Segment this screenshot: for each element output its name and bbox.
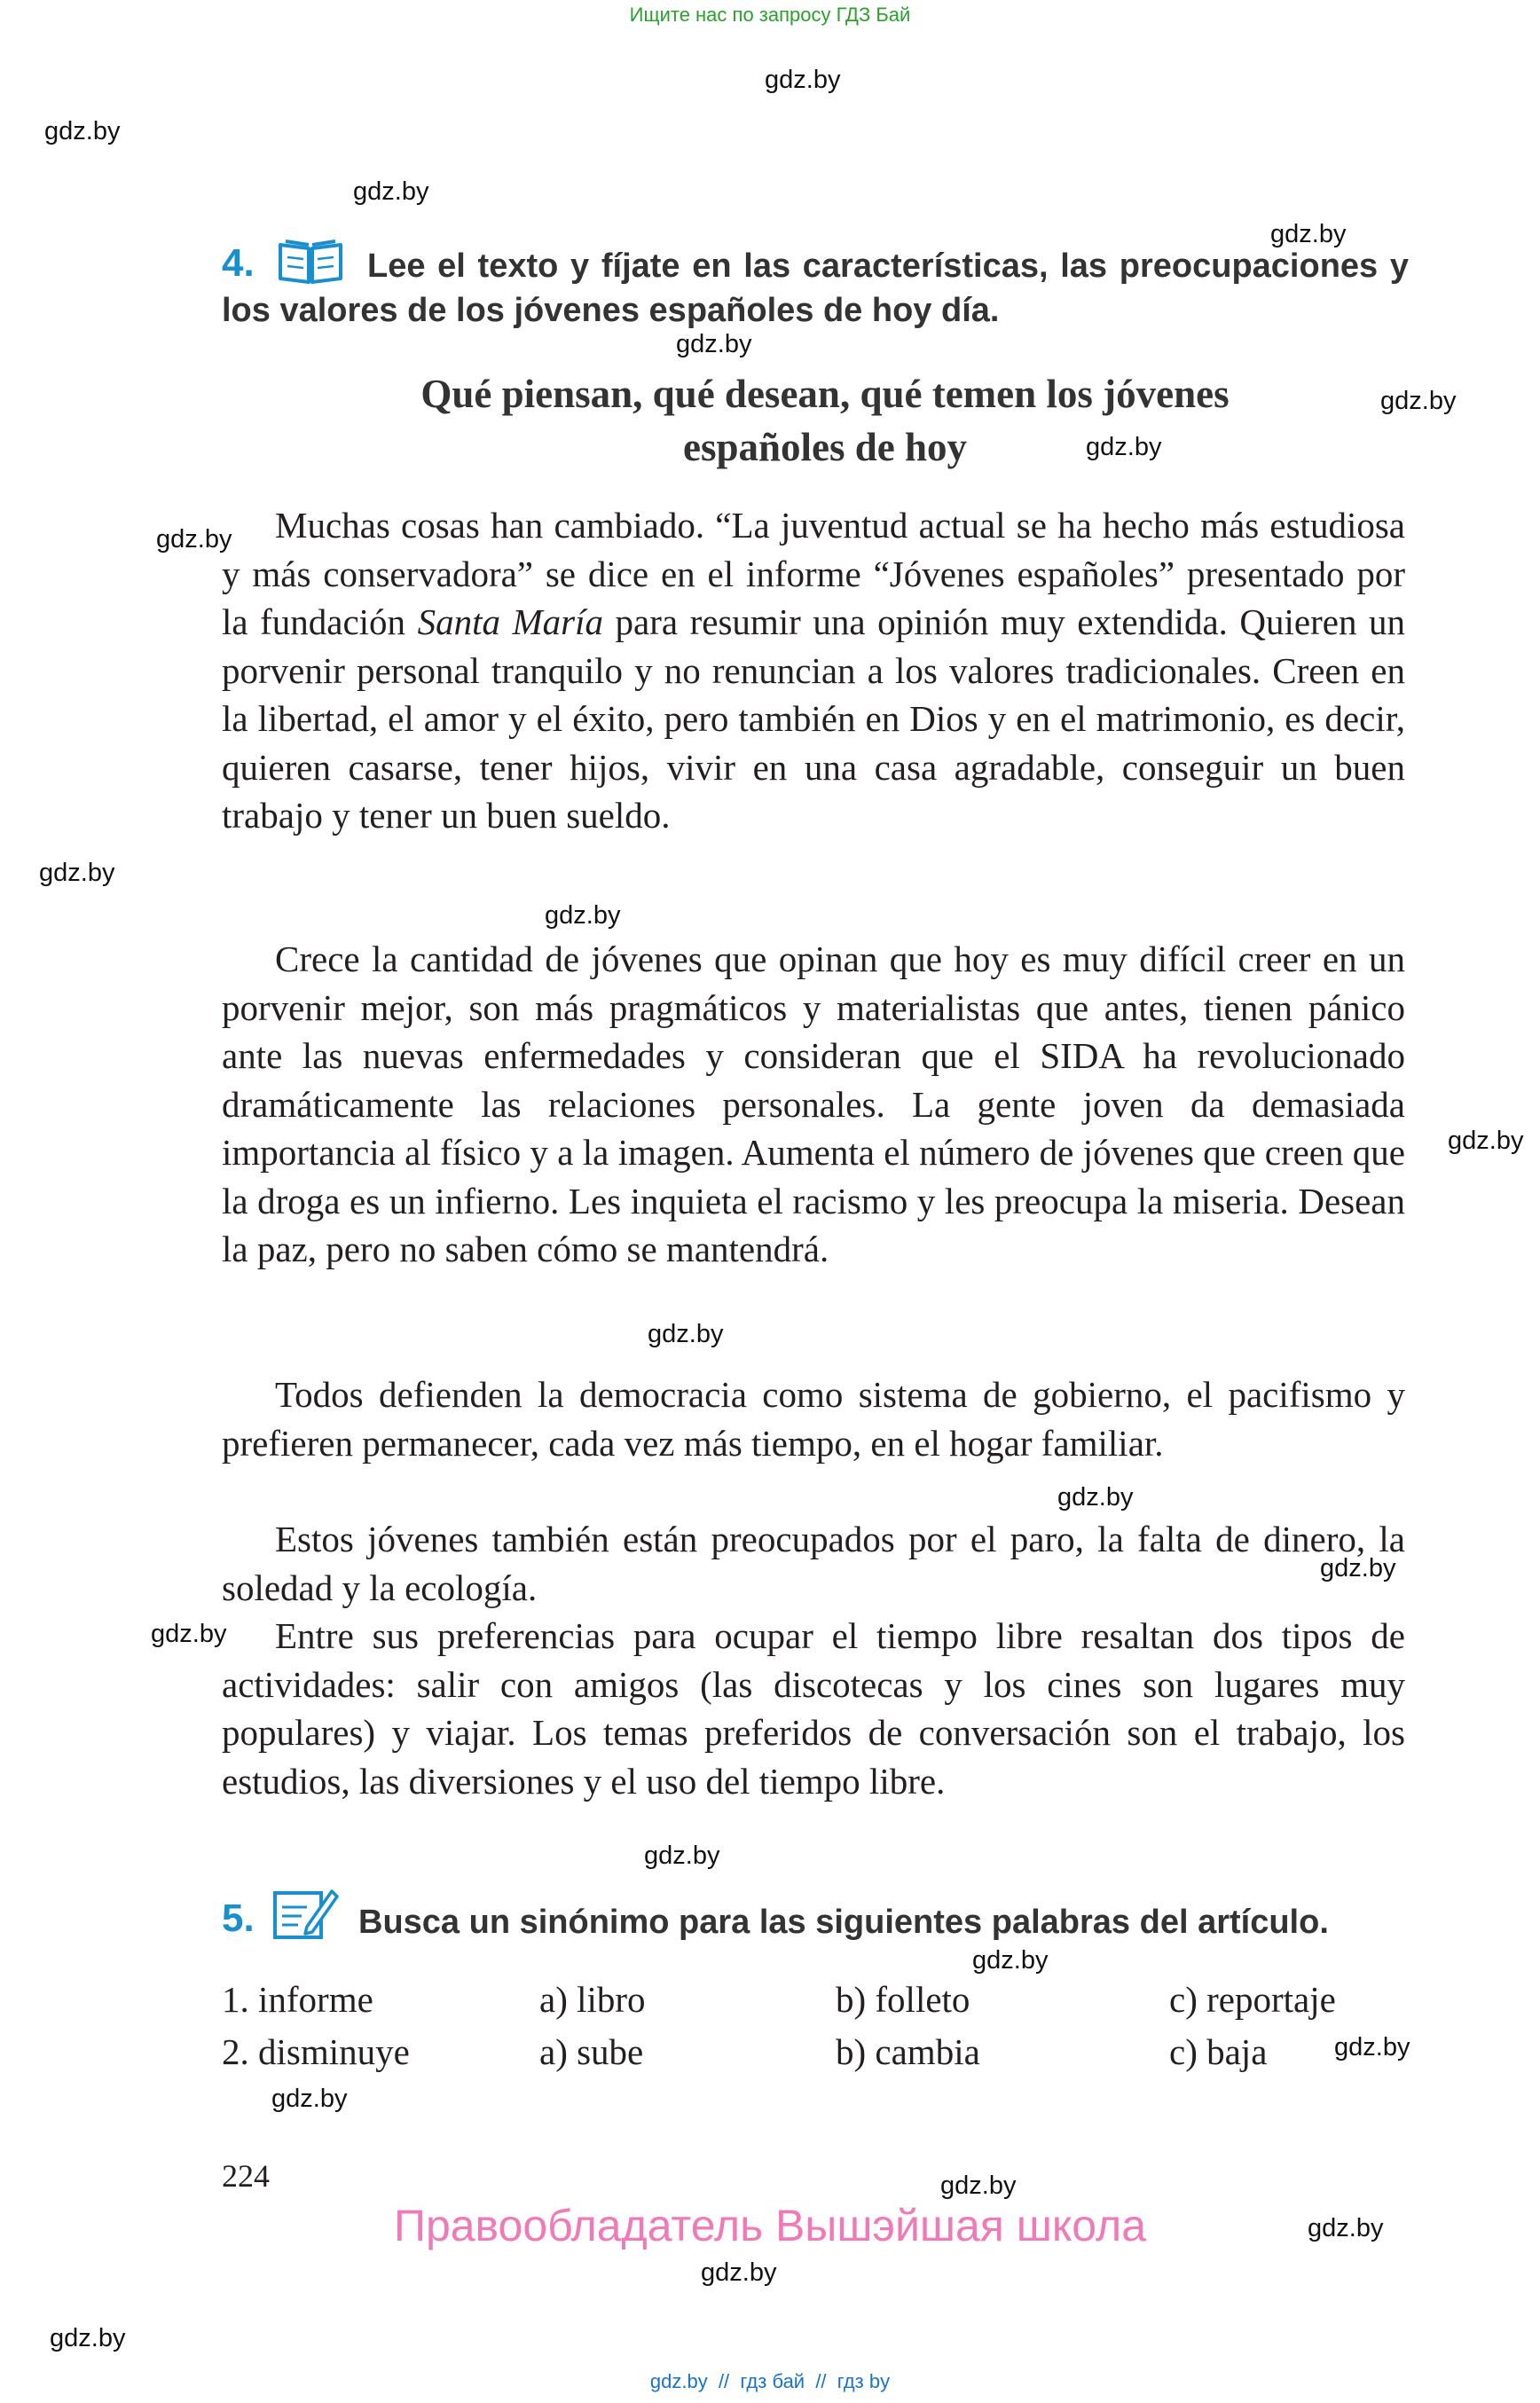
- paragraph: Estos jóvenes también están preocupados por el paro, la falta de dinero, la soledad y la ecología.: [222, 1519, 1405, 1608]
- exercise-instruction: Busca un sinónimo para las siguientes palabras del artículo.: [358, 1904, 1329, 1941]
- watermark: gdz.by: [50, 2324, 126, 2352]
- article-title-line1: Qué piensan, qué desean, qué temen los jóvenes: [420, 372, 1230, 416]
- copyright-notice: Правообладатель Вышэйшая школа: [394, 2201, 1146, 2250]
- watermark: gdz.by: [151, 1620, 227, 1648]
- watermark: gdz.by: [765, 66, 841, 94]
- watermark: gdz.by: [156, 525, 232, 554]
- watermark: gdz.by: [644, 1842, 720, 1870]
- paragraph: Crece la cantidad de jóvenes que opinan que hoy es muy difícil creer en un porvenir mejor, son más pragmáticos y materialistas que antes, tienen pánico ante las nuevas enfermedades y consideran que el SIDA ha revolucionado dramáticamente las relaciones personales. La gente joven da demasiada importancia al físico y a la imagen. Aumenta el número de jóvenes que creen que la droga es un infierno. Les inquieta el racismo y les preocupa la miseria. Desean la paz, pero no saben cómo se mantendrá.: [222, 938, 1405, 1269]
- watermark: gdz.by: [271, 2085, 348, 2113]
- watermark: gdz.by: [940, 2171, 1017, 2200]
- paragraph: [222, 501, 1405, 840]
- option-b: b) folleto: [836, 1979, 970, 2020]
- watermark: gdz.by: [972, 1946, 1049, 1975]
- option-c: c) reportaje: [1169, 1979, 1336, 2020]
- option-a: a) libro: [539, 1979, 646, 2020]
- watermark: gdz.by: [648, 1320, 724, 1348]
- paragraph: Todos defienden la democracia como sistema de gobierno, el pacifismo y prefieren permanecer, cada vez más tiempo, en el hogar familiar.: [222, 1374, 1405, 1464]
- watermark: gdz.by: [701, 2258, 777, 2287]
- paragraph-text: Muchas cosas han cambiado. “La juventud actual se ha hecho más estudiosa y más conservadora” se dice en el informe “Jóvenes españoles” presentado por la fundación: [222, 505, 1405, 642]
- watermark: gdz.by: [1086, 433, 1162, 461]
- watermark: gdz.by: [1380, 387, 1457, 415]
- top-banner: Ищите нас по запросу ГДЗ Бай: [629, 4, 911, 26]
- watermark: gdz.by: [353, 177, 429, 206]
- page-number: 224: [222, 2158, 270, 2194]
- watermark: gdz.by: [1057, 1483, 1134, 1512]
- exercise-number: 5.: [222, 1896, 255, 1940]
- watermark: gdz.by: [1270, 220, 1347, 248]
- word-item: 1. informe: [222, 1979, 373, 2020]
- option-a: a) sube: [539, 2031, 644, 2072]
- word-item: 2. disminuye: [222, 2031, 410, 2072]
- watermark: gdz.by: [1308, 2214, 1384, 2242]
- watermark: gdz.by: [39, 859, 115, 887]
- exercise-number: 4.: [222, 241, 255, 285]
- watermark: gdz.by: [44, 117, 121, 145]
- watermark: gdz.by: [1334, 2033, 1410, 2061]
- footer-links: gdz.by // гдз бай // гдз by: [649, 2370, 891, 2392]
- exercise-instruction: Lee el texto y fíjate en las características, las preocupaciones y los valores de los jóvenes españoles de hoy día.: [222, 247, 1409, 329]
- paragraph-text: para resumir una opinión muy extendida. Quieren un porvenir personal tranquilo y no renuncian a los valores tradicionales. Creen en la libertad, el amor y el éxito, pero también en Dios y en el matrimonio, es decir, quieren casarse, tener hijos, vivir en una casa agradable, conseguir un buen trabajo y tener un buen sueldo.: [222, 601, 1405, 836]
- watermark: gdz.by: [1320, 1554, 1396, 1582]
- watermark: gdz.by: [676, 330, 752, 358]
- watermark: gdz.by: [1448, 1127, 1524, 1155]
- paragraph-italic: Santa María: [417, 601, 603, 642]
- article-title-line2: españoles de hoy: [682, 425, 968, 469]
- option-c: c) baja: [1169, 2031, 1268, 2072]
- paragraph: Entre sus preferencias para ocupar el tiempo libre resaltan dos tipos de actividades: salir con amigos (las discotecas y los cines son lugares muy populares) y viajar. Los temas preferidos de conversación son el trabajo, los estudios, las diversiones y el uso del tiempo libre.: [222, 1615, 1405, 1802]
- watermark: gdz.by: [545, 901, 621, 930]
- option-b: b) cambia: [836, 2031, 980, 2072]
- pencil-note-icon: [271, 1886, 339, 1941]
